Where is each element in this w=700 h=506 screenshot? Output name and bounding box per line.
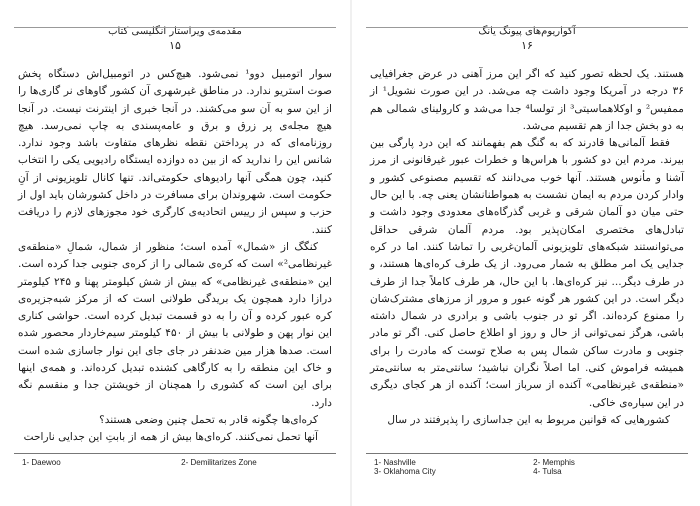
left-paragraph-3: کره‌ای‌ها چگونه قادر به تحمل چنین وضعی هستند؟ xyxy=(99,413,318,426)
left-footnote-2: 2- Demilitarizes Zone xyxy=(181,458,257,467)
left-header-rule xyxy=(14,27,336,28)
left-page-body xyxy=(18,66,332,447)
right-paragraph-2: فقط آلمانی‌ها قادرند که به گنگ هم بفهمانند که این درد پارگی بین بیرند. مردم این دو کشور با هراس‌ها و خطرات عبور غیرقانونی از مرز آشنا و مأنوس هستند. آنها خوب می‌دانند که تقسیم مصنوعی کشور و وادار کردن مردم به ایمان نشست به همواطنانشان یعنی چه. با این حال حتی میان دو آلمان شرقی و غربی گذرگاه‌های معدودی وجود داشت و تبادل‌های مختصری امکان‌پذیر بود. مردم آلمان شرقی حداقل می‌توانستند شبکه‌های تلویزیونی آلمان‌غربی را تماشا کنند. اما در کره جدایی یک امر مطلق به شمار می‌رود. از یک طرف کره‌ای‌ها هستند، و در طرف دیگر... نیز کره‌ای‌ها. با این حال، هر طرف کاملاً جدا از طرف دیگر است. در این کشور هر گونه عبور و مرور از مرزهای مشترک‌شان را ممنوع کرده‌اند. اگر تو در جنوب باشی و برادری در شمال داشته باشی، هرگز نمی‌توانی از حال و روز او اطلاع حاصل کنی. اگر تو مادر جنوبی و مادرت ساکن شمال پس به صلاح توست که مادرت را برای همیشه فراموش کنی. اما اصلاً نگران نباشید؛ سانتی‌متر به سانتی‌متر «منطقه‌ی غیرنظامی» آکنده از سرباز است؛ آکنده از هر کجای دیگری در این سیاره‌ی خاکی. xyxy=(370,137,684,409)
left-footnotes xyxy=(22,458,328,467)
right-page-header xyxy=(362,26,692,52)
left-footnote-rule xyxy=(14,453,336,454)
left-paragraph-2: کنگگ از «شمال» آمده است؛ منظور از شمال، شمالِ «منطقه‌ی غیرنظامی²» است که کره‌ی شمالی را از کره‌ی جنوبی جدا کرده است. این «منطقه‌ی غیرنظامی» که بیش از شش کیلومتر پهنا و ۲۴۵ کیلومتر درازا دارد همچون یک بریدگی طولانی است که از مرکز شبه‌جزیره‌ی کره عبور کرده و آن را به دو قسمت تبدیل کرده است. حواشی کناری این نوار پهن و طولانی با بیش از ۴۵۰ کیلومتر سیم‌خاردار محصور شده است. صدها هزار مین ضدنفر در جای جای این نوار جاسازی شده است و خاک این منطقه را به کارگاهی کشنده تبدیل کرده‌اند. و همه‌ی اینها برای این است که کشوری را همچنان از خویشتن جدا و منقسم نگه دارد. xyxy=(18,240,333,409)
left-running-title: مقدمه‌ی ویراستار انگلیسی کتاب xyxy=(108,26,242,37)
right-page xyxy=(362,0,692,506)
left-paragraph-1: سوار اتومبیل دوو¹ نمی‌شود. هیچ‌کس در اتومبیل‌اش دستگاه پخش صوت استریو ندارد. در مناطق غیرشهری آن کشور گاوهای نر گاری‌ها را از این سو به آن سو می‌کشند. در آنجا خبری از اینترنت نیست. در آنجا هیچ مجله‌ی پر زرق و برق و عامه‌پسندی به چاپ نمی‌رسد. هیچ روزنامه‌ای که در پرداختن نقطه نظرهای متفاوت باشد وجود ندارد. شانس این را ندارید که از بین ده دوازده ایستگاه رادیویی یکی را انتخاب کنید، چون همگی آنها رادیوهای حکومتی‌اند. تنها کانال تلویزیونی از آنِ حکومت است. شهروندان برای مسافرت در داخل کشورشان باید اول از حزب و سپس از رییس اتحادیه‌ی کارگری خود مجوزهای لازم را دریافت کنند. xyxy=(18,68,332,236)
left-page-number: ۱۵ xyxy=(169,39,181,52)
right-footnotes xyxy=(374,458,680,476)
right-page-body xyxy=(370,66,684,429)
right-footnote-rule xyxy=(366,453,688,454)
left-footnote-1: 1- Daewoo xyxy=(22,458,61,467)
left-page xyxy=(10,0,340,506)
left-page-header xyxy=(10,26,340,52)
left-paragraph-4: آنها تحمل نمی‌کنند. کره‌ای‌ها بیش از همه از بابتِ این جدایی ناراحت xyxy=(23,431,318,444)
right-header-rule xyxy=(366,27,688,28)
right-footnote-4: 4- Tulsa xyxy=(533,467,562,476)
right-page-number: ۱۶ xyxy=(521,39,533,52)
right-running-title: آکواریوم‌های پیونگ یانگ xyxy=(478,26,576,37)
right-footnote-2: 2- Memphis xyxy=(533,458,575,467)
right-paragraph-3: کشورهایی که قوانین مربوط به این جداسازی را پذیرفتند در سال xyxy=(387,413,670,426)
right-paragraph-1: هستند. یک لحظه تصور کنید که اگر این مرز آهنی در عرض جغرافیایی ۳۶ درجه در آمریکا وجود داشت چه می‌شد. در این صورت نشویل¹ از ممفیس² و اوکلاهماسیتی³ از تولسا⁴ جدا می‌شد و کارولینای شمالی هم به دو بخش جدا از هم تقسیم می‌شد. xyxy=(370,68,684,132)
right-footnote-1: 1- Nashville xyxy=(374,458,416,467)
book-gutter xyxy=(350,0,352,506)
right-footnote-3: 3- Oklahoma City xyxy=(374,467,436,476)
